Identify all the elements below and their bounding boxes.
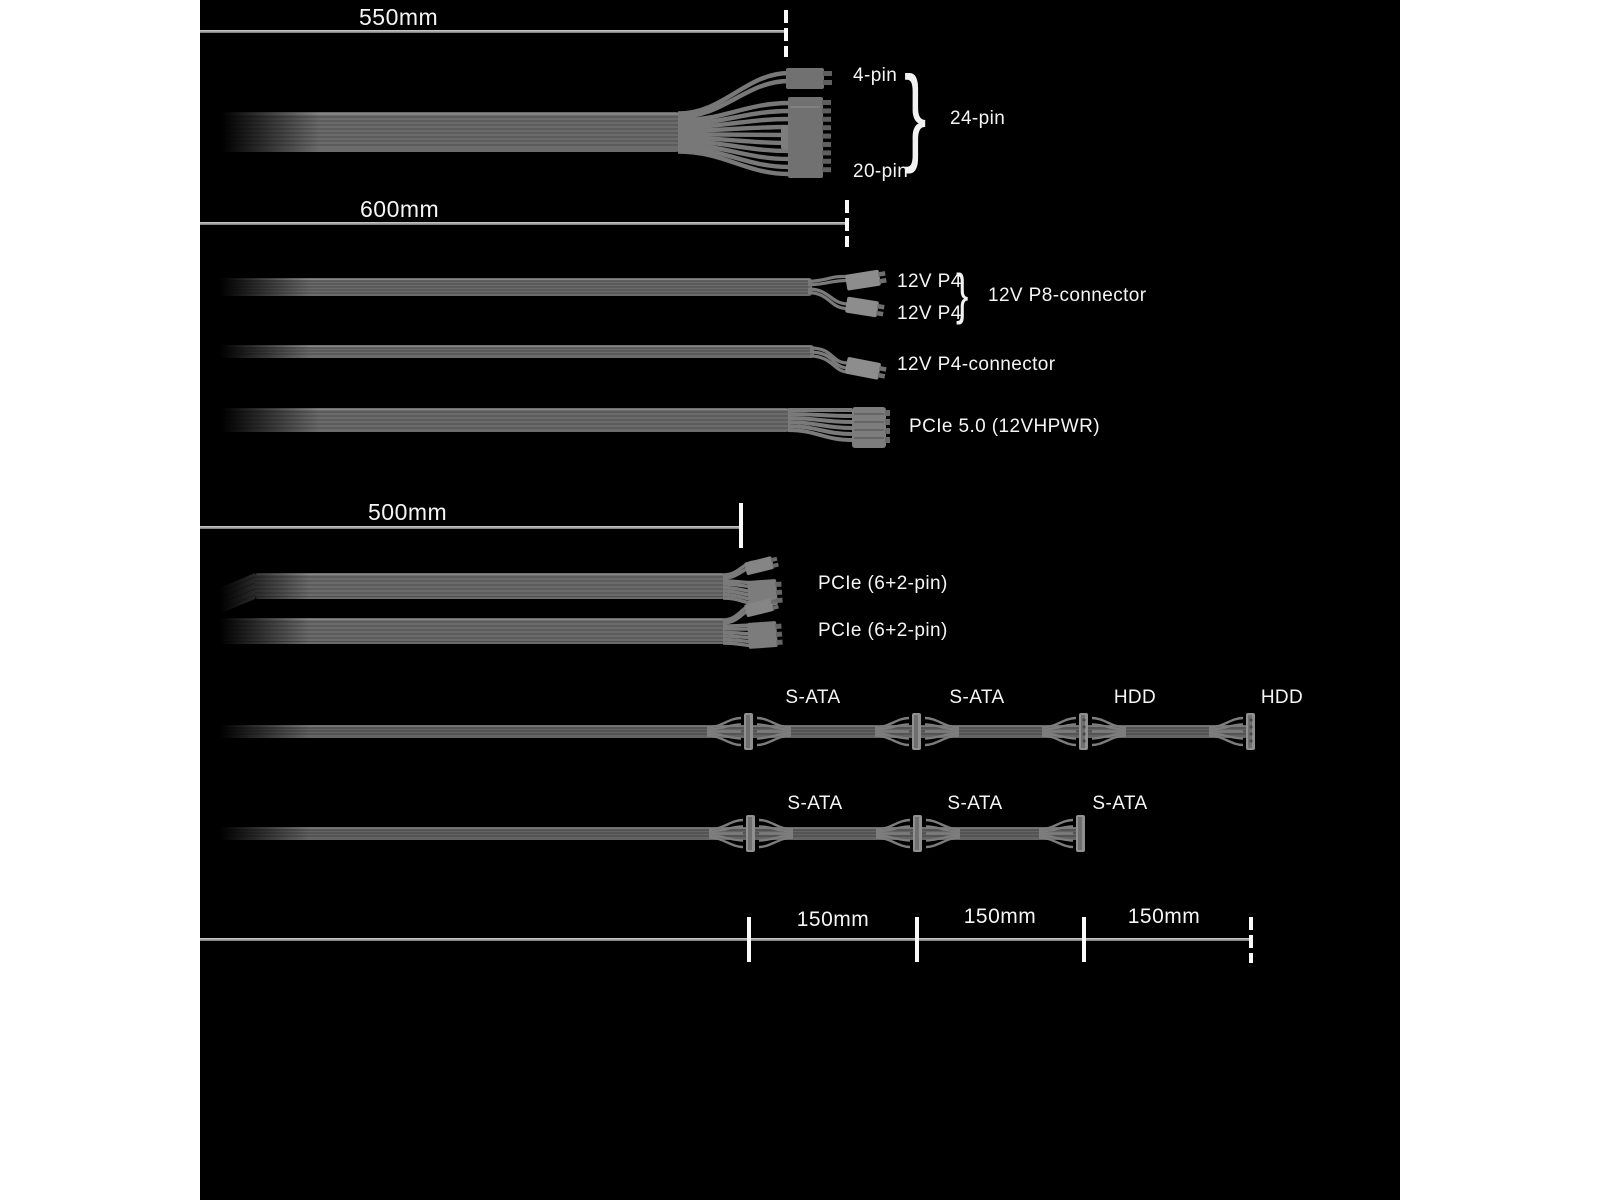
p8-12vp4-label-1: 12V P4	[897, 271, 962, 292]
pcie2-6pin-connector	[747, 621, 783, 649]
dim-600-line	[200, 222, 848, 225]
product-image-panel	[200, 0, 1400, 1200]
sata2-cable-graphic	[200, 807, 1140, 862]
p8-plug-upper	[845, 269, 887, 291]
p4-plug	[845, 357, 888, 381]
p4-cable-fade	[200, 343, 310, 363]
p4-label: 12V P4-connector	[897, 354, 1056, 375]
pcie2-2pin-connector	[744, 597, 779, 618]
sata1-cable-fade	[200, 720, 310, 740]
pcie1-label: PCIe (6+2-pin)	[818, 573, 948, 594]
dim-150-label-3: 150mm	[1127, 905, 1201, 928]
atx-cable-fade	[200, 110, 320, 155]
sata1-label-4: HDD	[1260, 687, 1304, 708]
dim-150-tick-3	[1082, 917, 1086, 962]
p8-cable-fade	[200, 276, 310, 300]
pcie2-cable-fade	[200, 615, 310, 647]
sata1-label-1: S-ATA	[785, 687, 841, 708]
sata1-label-3: HDD	[1113, 687, 1157, 708]
dim-600-tick	[845, 200, 849, 247]
sata1-label-2: S-ATA	[949, 687, 1005, 708]
dim-150-tick-1	[747, 917, 751, 962]
pcie5-cable-fade	[200, 406, 320, 436]
atx-24pin-label: 24-pin	[950, 108, 1006, 129]
p8-group-label: 12V P8-connector	[988, 285, 1147, 306]
dim-550-tick	[784, 10, 788, 57]
pcie1-2pin-connector	[744, 555, 779, 576]
p8-plug-lower	[845, 297, 885, 319]
p8-brace-icon: }	[956, 262, 969, 325]
sata2-label-3: S-ATA	[1092, 793, 1148, 814]
dim-150-line	[200, 938, 1251, 941]
dim-150-tick-end	[1249, 917, 1253, 963]
atx-4pin-label: 4-pin	[853, 65, 898, 86]
dim-500-label: 500mm	[368, 499, 448, 525]
dim-600-label: 600mm	[360, 196, 440, 222]
atx-4pin-connector	[786, 68, 832, 89]
dim-150-tick-2	[915, 917, 919, 962]
atx-20pin-label: 20-pin	[853, 161, 909, 182]
sata2-label-1: S-ATA	[787, 793, 843, 814]
atx-20pin-connector	[781, 97, 831, 178]
dim-150-label-1: 150mm	[796, 908, 870, 931]
pcie5-label: PCIe 5.0 (12VHPWR)	[909, 416, 1100, 437]
dim-500-line	[200, 526, 742, 529]
dim-150-label-2: 150mm	[963, 905, 1037, 928]
sata2-cable-fade	[200, 822, 310, 842]
dim-550-line	[200, 30, 786, 33]
dim-550-label: 550mm	[359, 4, 439, 30]
pcie2-label: PCIe (6+2-pin)	[818, 620, 948, 641]
p8-12vp4-label-2: 12V P4	[897, 303, 962, 324]
atx-brace-icon: }	[904, 53, 927, 174]
pcie5-connector	[852, 407, 890, 448]
sata2-label-2: S-ATA	[947, 793, 1003, 814]
sata1-cable-graphic	[200, 705, 1300, 760]
dim-500-tick	[739, 503, 743, 548]
